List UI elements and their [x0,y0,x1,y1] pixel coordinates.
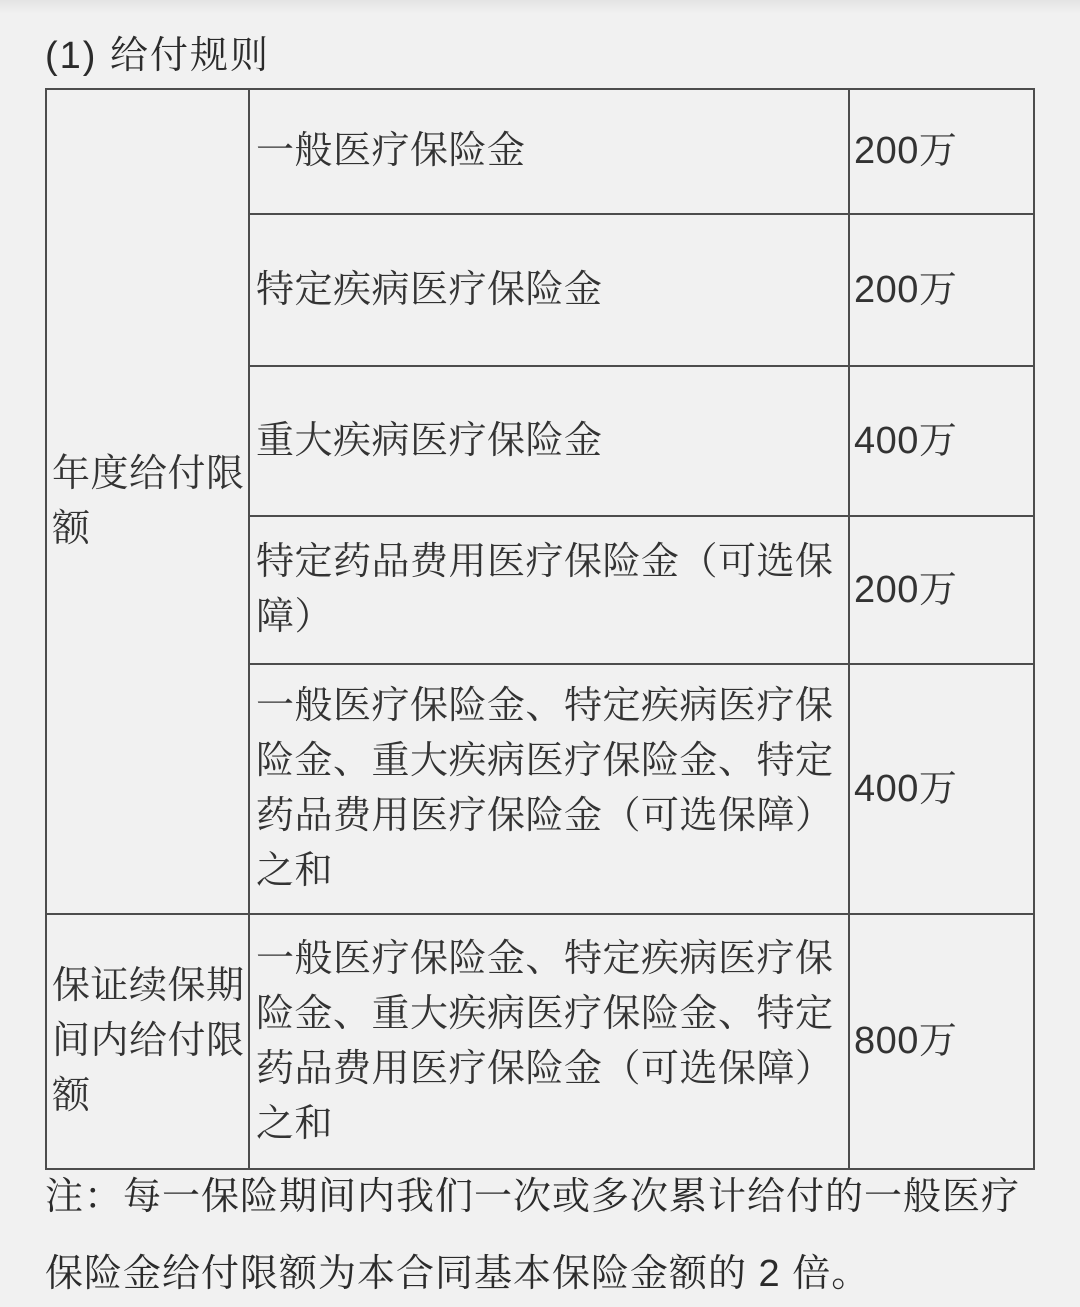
benefit-item-specified-disease: 特定疾病医疗保险金 [249,214,849,366]
table-row [46,914,1034,1169]
limit-value-critical-illness: 400万 [849,366,1034,516]
benefit-item-annual-combined-sum: 一般医疗保险金、特定疾病医疗保险金、重大疾病医疗保险金、特定药品费用医疗保险金（可选保障）之和 [249,664,849,914]
group-label-guaranteed-renewal-limit: 保证续保期间内给付限额 [46,914,249,1169]
benefit-item-critical-illness: 重大疾病医疗保险金 [249,366,849,516]
benefit-item-general-medical: 一般医疗保险金 [249,89,849,214]
benefit-item-renewal-combined-sum: 一般医疗保险金、特定疾病医疗保险金、重大疾病医疗保险金、特定药品费用医疗保险金（可选保障）之和 [249,914,849,1169]
benefit-item-specified-drug: 特定药品费用医疗保险金（可选保障） [249,516,849,664]
footnote-line-1: 注：每一保险期间内我们一次或多次累计给付的一般医疗 [45,1176,1021,1218]
benefit-limits-table [45,88,1035,1170]
limit-value-general-medical: 200万 [849,89,1034,214]
table-row [46,89,1034,214]
limit-value-specified-disease: 200万 [849,214,1034,366]
limit-value-renewal-combined-sum: 800万 [849,914,1034,1169]
footnote-line-2: 保险金给付限额为本合同基本保险金额的 2 倍。 [45,1253,871,1295]
limit-value-specified-drug: 200万 [849,516,1034,664]
footnote [45,1175,1045,1296]
limit-value-annual-combined-sum: 400万 [849,664,1034,914]
group-label-annual-limit: 年度给付限额 [46,89,249,914]
page-title: (1) 给付规则 [45,35,271,77]
